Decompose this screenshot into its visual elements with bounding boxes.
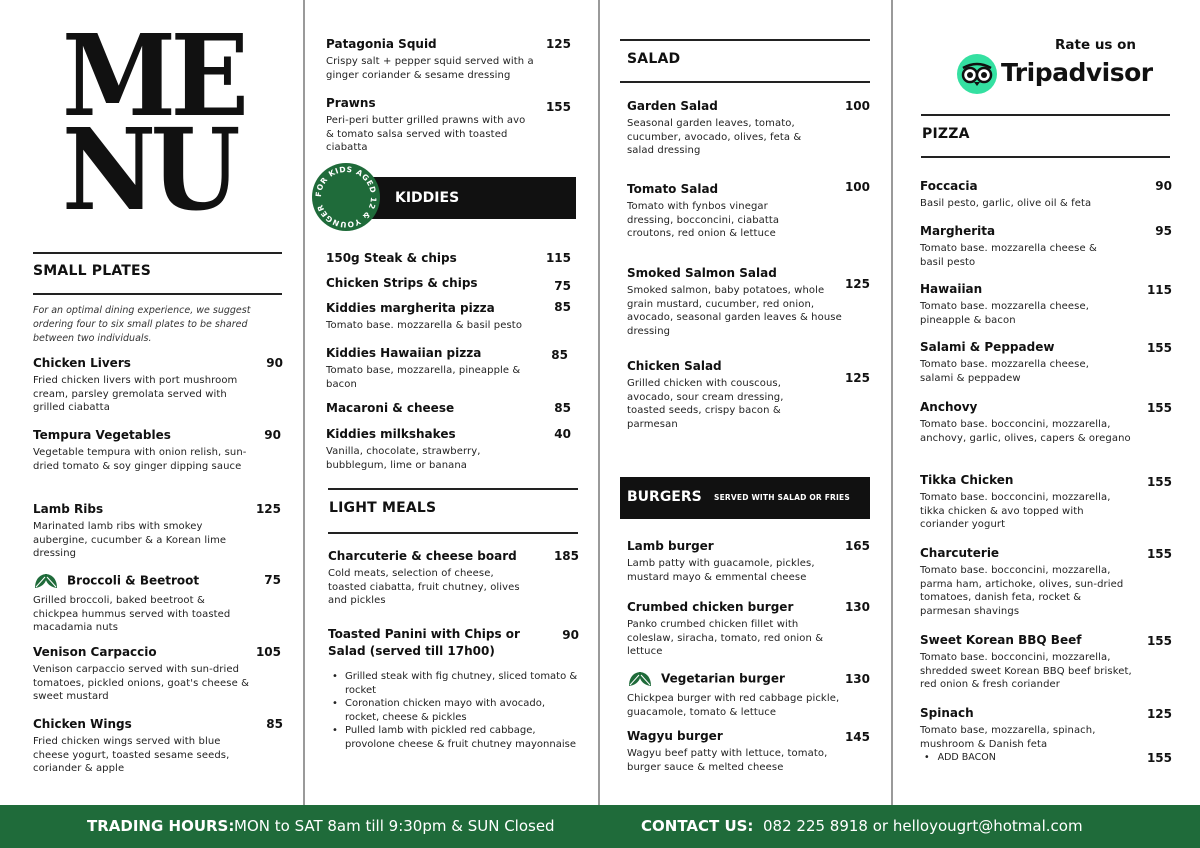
item-desc: Marinated lamb ribs with smokey aubergine, cucumber & a Korean lime dressing — [33, 521, 227, 559]
item-price: 85 — [554, 300, 571, 314]
item-name: Salami & Peppadew — [920, 340, 1055, 354]
section-title-salad: SALAD — [627, 51, 681, 67]
menu-item — [920, 473, 1135, 532]
menu-item — [627, 266, 842, 338]
menu-item — [328, 627, 548, 658]
item-desc: Tomato base. bocconcini, mozzarella, shredded sweet Korean BBQ beef brisket, red onion & fresh coriander — [920, 652, 1132, 690]
item-name: Prawns — [326, 96, 376, 110]
item-price: 100 — [844, 99, 870, 113]
item-name: Lamb burger — [627, 539, 714, 553]
item-name: Chicken Salad — [627, 359, 722, 373]
menu-item — [328, 549, 528, 608]
item-desc: Venison carpaccio served with sun-dried tomatoes, pickled onions, goat's cheese & sweet mustard — [33, 664, 250, 702]
menu-item — [627, 182, 817, 241]
item-price: 90 — [1155, 179, 1172, 193]
addon-price: 155 — [1146, 751, 1172, 765]
item-desc: Tomato base. mozzarella & basil pesto — [326, 320, 523, 331]
section-rule — [33, 293, 282, 295]
item-price: 125 — [255, 502, 281, 516]
item-desc: Grilled chicken with couscous, avocado, sour cream dressing, toasted seeds, crispy bacon & parmesan — [627, 378, 784, 430]
menu-item — [627, 670, 842, 719]
item-price: 125 — [844, 371, 870, 385]
item-price: 115 — [545, 251, 571, 265]
item-price: 155 — [1146, 341, 1172, 355]
item-price: 85 — [551, 348, 568, 362]
item-price: 130 — [844, 672, 870, 686]
item-name: Hawaiian — [920, 282, 983, 296]
item-name — [627, 670, 842, 688]
kids-age-badge-text — [312, 163, 380, 231]
burgers-subtitle: SERVED WITH SALAD OR FRIES — [714, 493, 850, 502]
small-plates-intro: For an optimal dining experience, we suggest ordering four to six small plates to be shared between two individuals. — [33, 305, 251, 344]
item-price: 90 — [264, 428, 281, 442]
item-price: 100 — [844, 180, 870, 194]
item-name: Kiddies margherita pizza — [326, 301, 495, 315]
item-price: 155 — [1146, 401, 1172, 415]
leaf-icon — [627, 670, 653, 688]
item-price: 125 — [545, 37, 571, 51]
item-price: 155 — [1146, 547, 1172, 561]
item-name: Garden Salad — [627, 99, 718, 113]
item-name: Spinach — [920, 706, 974, 720]
item-name: Patagonia Squid — [326, 37, 437, 51]
item-desc: Tomato base. mozzarella cheese & basil pesto — [920, 243, 1097, 268]
trading-hours-value: MON to SAT 8am till 9:30pm & SUN Closed — [234, 817, 555, 835]
item-price: 95 — [1155, 224, 1172, 238]
section-title-light-meals: LIGHT MEALS — [329, 500, 437, 516]
list-item: • Coronation chicken mayo with avocado, rocket, cheese & pickles — [332, 697, 582, 724]
panini-options-list — [332, 670, 582, 751]
item-desc: Grilled broccoli, baked beetroot & chickpea hummus served with toasted macadamia nuts — [33, 595, 231, 633]
item-name: Tikka Chicken — [920, 473, 1014, 487]
item-name: Venison Carpaccio — [33, 645, 157, 659]
section-title-small-plates: SMALL PLATES — [33, 263, 152, 279]
menu-item — [33, 572, 253, 635]
item-name: Macaroni & cheese — [326, 401, 455, 415]
rate-us-label: Rate us on — [1055, 37, 1137, 53]
logo-line-1: ME — [62, 11, 244, 142]
item-name: Lamb Ribs — [33, 502, 104, 516]
section-title-burgers: BURGERS — [627, 489, 702, 505]
item-price: 40 — [554, 427, 571, 441]
menu-item — [326, 301, 551, 333]
menu-item — [920, 706, 1120, 751]
item-name: Kiddies milkshakes — [326, 427, 456, 441]
footer-bar — [0, 805, 1200, 848]
item-desc: Chickpea burger with red cabbage pickle, guacamole, tomato & lettuce — [627, 693, 840, 718]
menu-item — [33, 717, 258, 776]
item-price: 155 — [1146, 475, 1172, 489]
menu-item — [627, 729, 852, 774]
menu-item — [326, 96, 536, 155]
item-desc: Cold meats, selection of cheese, toasted ciabatta, fruit chutney, olives and pickles — [328, 568, 520, 606]
item-name: Toasted Panini with Chips or — [328, 627, 520, 641]
item-desc: Tomato with fynbos vinegar dressing, bocconcini, ciabatta croutons, red onion & lettuce — [627, 201, 780, 239]
menu-item — [920, 400, 1135, 445]
burgers-banner — [620, 477, 870, 519]
item-name — [33, 572, 253, 590]
item-name: Crumbed chicken burger — [627, 600, 794, 614]
item-price: 155 — [545, 100, 571, 114]
item-desc: Tomato base. bocconcini, mozzarella, parma ham, artichoke, olives, sun-dried tomatoes, danish feta, rocket & parmesan shavings — [920, 565, 1124, 617]
item-name: Chicken Wings — [33, 717, 132, 731]
item-price: 85 — [554, 401, 571, 415]
column-divider — [303, 0, 305, 805]
item-name: Charcuterie & cheese board — [328, 549, 517, 563]
menu-item — [33, 645, 258, 704]
item-name-text: Vegetarian burger — [661, 671, 785, 686]
item-desc: Smoked salmon, baby potatoes, whole grain mustard, cucumber, red onion, avocado, seasonal garden leaves & house dressing — [627, 285, 842, 337]
contact-value[interactable]: 082 225 8918 or helloyougrt@hotmal.com — [763, 817, 1083, 835]
item-price: 115 — [1146, 283, 1172, 297]
item-price: 125 — [1146, 707, 1172, 721]
menu-item — [326, 276, 536, 290]
item-name: Tomato Salad — [627, 182, 719, 196]
logo-line-2: NU — [62, 105, 236, 236]
section-title-kiddies: KIDDIES — [395, 190, 460, 206]
menu-item — [627, 600, 837, 659]
item-name: 150g Steak & chips — [326, 251, 457, 265]
item-desc: Fried chicken wings served with blue cheese yogurt, toasted sesame seeds, coriander & apple — [33, 736, 230, 774]
item-name: Foccacia — [920, 179, 978, 193]
list-item: • Grilled steak with fig chutney, sliced tomato & rocket — [332, 670, 582, 697]
item-name: Chicken Strips & chips — [326, 276, 478, 290]
item-name: Chicken Livers — [33, 356, 131, 370]
menu-item — [326, 346, 541, 391]
menu-item — [33, 428, 263, 473]
menu-item — [326, 401, 536, 415]
kids-age-badge — [312, 163, 380, 231]
menu-item — [627, 359, 812, 431]
item-price: 90 — [562, 628, 579, 642]
leaf-icon — [33, 572, 59, 590]
menu-item — [33, 356, 258, 415]
item-name: Wagyu burger — [627, 729, 723, 743]
column-divider — [598, 0, 600, 805]
item-name: Kiddies Hawaiian pizza — [326, 346, 482, 360]
menu-item — [326, 427, 526, 472]
item-desc: Lamb patty with guacamole, pickles, mustard mayo & emmental cheese — [627, 558, 815, 583]
menu-item — [326, 251, 536, 265]
section-rule — [33, 252, 282, 254]
menu-item — [920, 633, 1135, 692]
item-desc: Tomato base. bocconcini, mozzarella, anchovy, garlic, olives, capers & oregano — [920, 419, 1131, 444]
section-rule — [921, 114, 1170, 116]
menu-item — [920, 340, 1120, 385]
item-price: 85 — [266, 717, 283, 731]
item-desc: Tomato base, mozzarella, pineapple & bacon — [326, 365, 521, 390]
section-title-pizza: PIZZA — [922, 126, 970, 142]
item-desc: Wagyu beef patty with lettuce, tomato, burger sauce & melted cheese — [627, 748, 828, 773]
menu-item — [920, 224, 1120, 269]
menu-item — [33, 502, 258, 561]
item-desc: Tomato base. bocconcini, mozzarella, tikka chicken & avo topped with coriander yogurt — [920, 492, 1111, 530]
item-desc: Vanilla, chocolate, strawberry, bubblegum, lime or banana — [326, 446, 481, 471]
item-name: Sweet Korean BBQ Beef — [920, 633, 1082, 647]
item-price: 155 — [1146, 634, 1172, 648]
item-desc: Panko crumbed chicken fillet with coleslaw, siracha, tomato, red onion & lettuce — [627, 619, 824, 657]
section-rule — [620, 39, 870, 41]
item-price: 75 — [264, 573, 281, 587]
item-name: Charcuterie — [920, 546, 1000, 560]
item-price: 75 — [554, 279, 571, 293]
item-price: 90 — [266, 356, 283, 370]
item-price: 105 — [255, 645, 281, 659]
tripadvisor-wordmark: Tripadvisor — [1001, 58, 1153, 87]
item-price: 125 — [844, 277, 870, 291]
item-name: Tempura Vegetables — [33, 428, 171, 442]
section-rule — [328, 532, 578, 534]
list-item: • Pulled lamb with pickled red cabbage, provolone cheese & fruit chutney mayonnaise — [332, 724, 582, 751]
item-name: Anchovy — [920, 400, 978, 414]
item-desc: Vegetable tempura with onion relish, sun-dried tomato & soy ginger dipping sauce — [33, 447, 247, 472]
item-price: 130 — [844, 600, 870, 614]
section-rule — [620, 81, 870, 83]
menu-item — [920, 179, 1130, 211]
section-rule — [328, 488, 578, 490]
kiddies-banner — [365, 177, 576, 219]
item-name: Smoked Salmon Salad — [627, 266, 777, 280]
menu-item — [326, 37, 551, 82]
menu-item — [627, 539, 842, 584]
item-desc: Tomato base. mozzarella cheese, salami & peppadew — [920, 359, 1089, 384]
section-rule — [921, 156, 1170, 158]
menu-item — [920, 282, 1120, 327]
item-desc: Basil pesto, garlic, olive oil & feta — [920, 198, 1092, 209]
item-name: Margherita — [920, 224, 996, 238]
item-desc: Tomato base, mozzarella, spinach, mushroom & Danish feta — [920, 725, 1096, 750]
item-price: 185 — [553, 549, 579, 563]
tripadvisor-owl-icon — [957, 54, 997, 94]
trading-hours-label: TRADING HOURS: — [87, 817, 235, 835]
item-name: Salad (served till 17h00) — [328, 644, 495, 658]
item-price: 145 — [844, 730, 870, 744]
item-desc: Crispy salt + pepper squid served with a ginger coriander & sesame dressing — [326, 56, 534, 81]
menu-item — [920, 546, 1135, 618]
item-desc: Fried chicken livers with port mushroom cream, parsley gremolata served with grilled ciabatta — [33, 375, 238, 413]
column-divider — [891, 0, 893, 805]
menu-item — [627, 99, 827, 158]
contact-label: CONTACT US: — [641, 817, 754, 835]
addon-bacon: • ADD BACON — [924, 752, 996, 763]
svg-text:FOR KIDS AGED 12 & YOUNGER: FOR KIDS AGED 12 & YOUNGER — [313, 164, 379, 230]
item-name-text: Broccoli & Beetroot — [67, 573, 200, 588]
item-desc: Tomato base. mozzarella cheese, pineapple & bacon — [920, 301, 1089, 326]
item-desc: Peri-peri butter grilled prawns with avo & tomato salsa served with toasted ciabatta — [326, 115, 526, 153]
item-desc: Seasonal garden leaves, tomato, cucumber, avocado, olives, feta & salad dressing — [627, 118, 802, 156]
menu-logo — [62, 11, 262, 236]
item-price: 165 — [844, 539, 870, 553]
